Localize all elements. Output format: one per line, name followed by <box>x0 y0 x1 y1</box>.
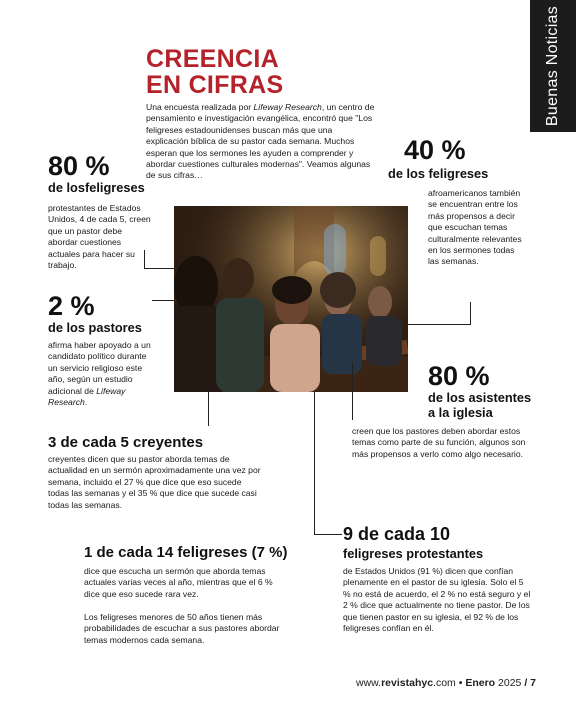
stat-2-body: afroamericanos también se encuentran entre los más propensos a decir que escuchan temas culturalmente relevantes en los sermones todas las semanas. <box>428 188 522 267</box>
stat-3-body-end: . <box>84 397 88 408</box>
intro-pre: Una encuesta realizada por <box>146 102 254 112</box>
stat-7-body-1: dice que escucha un sermón que aborda temas actuales varias veces al año, mientras que el 6 % dice que eso sucede rara vez. <box>84 566 273 599</box>
stat-5-heading: 3 de cada 5 creyentes <box>48 434 204 451</box>
connector-line <box>408 324 471 325</box>
stat-3-body <box>48 340 152 408</box>
title-line-2: EN CIFRAS <box>146 71 284 99</box>
stat-5-body: creyentes dicen que su pastor aborda temas de actualidad en un sermón aproximadamente una vez por semana, incluido el 27 % que dice que eso sucede todas las semanas y el 35 % que dice que sucede casi todas las semanas. <box>48 454 261 510</box>
footer-site-name: revistahyc <box>381 677 434 689</box>
stat-1-number: 80 % <box>48 151 110 181</box>
stat-4-subtitle <box>428 390 532 420</box>
stat-2-subtitle: de los feligreses <box>388 166 489 181</box>
section-tab-label: Buenas Noticias <box>544 5 561 127</box>
stat-3-number: 2 % <box>48 291 95 321</box>
stat-7-heading: 1 de cada 14 feligreses (7 %) <box>84 544 288 561</box>
stat-6-heading: 9 de cada 10 <box>343 524 451 544</box>
connector-line <box>208 392 209 426</box>
stat-2-number: 40 % <box>404 135 466 165</box>
stat-4-body: creen que los pastores deben abordar estos temas como parte de su función, algunos son más propensos a verlo como algo necesario. <box>352 426 526 459</box>
stat-6-subtitle: feligreses protestantes <box>343 546 484 561</box>
intro-org: Lifeway Research <box>253 102 322 112</box>
connector-line <box>470 302 471 324</box>
connector-line <box>144 250 145 268</box>
stat-1-body: protestantes de Estados Unidos, 4 de cada 5, creen que un pastor debe abordar cuestiones actuales para hacer su trabajo. <box>48 203 151 271</box>
stat-block-1 <box>48 152 178 271</box>
section-tab <box>530 0 576 132</box>
connector-line <box>144 268 174 269</box>
footer-separator: / <box>524 677 528 689</box>
footer-year: 2025 <box>498 677 522 689</box>
connector-line <box>152 300 174 301</box>
title-line-1: CREENCIA <box>146 45 279 73</box>
stat-4-subtitle-line-1: de los asistentes <box>428 390 532 405</box>
stat-block-2 <box>404 136 544 164</box>
footer-site-pre: www. <box>356 677 382 689</box>
footer-site-post: .com <box>433 677 456 689</box>
stat-4-number: 80 % <box>428 361 490 391</box>
connector-line <box>314 392 315 534</box>
stat-3-body-org: Lifeway Research <box>48 385 126 408</box>
stat-3-body-text: afirma haber apoyado a un candidato político durante un servicio religioso este año, según un estudio adicional de <box>48 340 151 396</box>
stat-6-body: de Estados Unidos (91 %) dicen que confían plenamente en el pastor de su iglesia. Solo el 5 % no está de acuerdo, el 2 % no está seguro y el 2 % dice que actualmente no tiene pastor. De los que tienen pastor en su iglesia, el 92 % de los feligreses confían en él. <box>343 566 531 634</box>
photo-illustration <box>174 206 408 392</box>
connector-line <box>314 534 342 535</box>
page-title <box>146 46 283 98</box>
stat-block-3 <box>48 292 178 335</box>
stat-4-subtitle-line-2: a la iglesia <box>428 405 493 420</box>
page-number: 7 <box>530 677 536 689</box>
stat-1-subtitle: de losfeligreses <box>48 180 145 195</box>
page-footer <box>356 677 536 689</box>
footer-month: Enero <box>465 677 496 689</box>
connector-line <box>352 362 353 420</box>
congregation-photo <box>174 206 408 392</box>
footer-bullet: • <box>458 677 463 689</box>
stat-3-subtitle: de los pastores <box>48 320 142 335</box>
intro-paragraph <box>146 102 376 182</box>
stat-7-body-2: Los feligreses menores de 50 años tienen más probabilidades de escuchar a sus pastores abordar temas modernos cada semana. <box>84 612 280 645</box>
intro-post: , un centro de pensamiento e investigación evangélica, encontró que "Los feligreses estadounidenses buscan más que una explicación bíblica de su pastor cada semana. Muchos esperan que los sermones les ayuden a comprender y abordar cuestiones culturales modernas". Veamos algunas de sus cifras… <box>146 102 375 181</box>
